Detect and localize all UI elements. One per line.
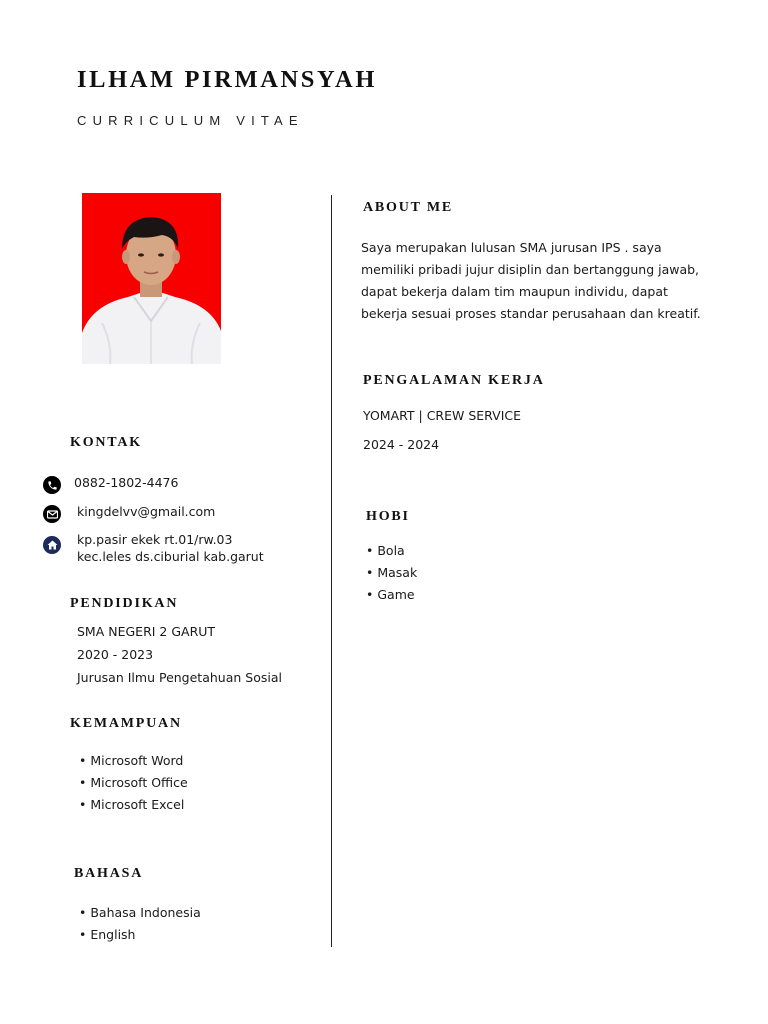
hobbies-list	[366, 543, 417, 609]
skills-list	[79, 753, 188, 819]
pendidikan-heading: PENDIDIKAN	[70, 596, 179, 611]
address-line-2: kec.leles ds.ciburial kab.garut	[77, 549, 264, 564]
list-item: • English	[79, 927, 136, 942]
profile-photo-illustration	[82, 193, 221, 364]
list-item: • Microsoft Office	[79, 775, 188, 790]
list-item: • Microsoft Word	[79, 753, 184, 768]
list-item: • Game	[366, 587, 415, 602]
pengalaman-heading: PENGALAMAN KERJA	[363, 373, 545, 388]
job-title: YOMART | CREW SERVICE	[363, 408, 522, 423]
about-heading: ABOUT ME	[363, 200, 453, 215]
bahasa-heading: BAHASA	[74, 866, 144, 881]
profile-photo	[82, 193, 221, 364]
school-major: Jurusan Ilmu Pengetahuan Sosial	[77, 670, 282, 685]
list-item: • Bahasa Indonesia	[79, 905, 201, 920]
about-line: bekerja sesuai proses standar perusahaan dan kreatif.	[361, 306, 701, 321]
list-item: • Bola	[366, 543, 405, 558]
home-icon	[43, 536, 61, 554]
about-text	[361, 237, 701, 325]
about-line: dapat bekerja dalam tim maupun individu, dapat	[361, 284, 668, 299]
cv-name: ILHAM PIRMANSYAH	[77, 66, 377, 93]
about-line: memiliki pribadi jujur disiplin dan bertanggung jawab,	[361, 262, 700, 277]
phone-number: 0882-1802-4476	[74, 475, 179, 490]
list-item: • Microsoft Excel	[79, 797, 185, 812]
column-divider	[331, 195, 332, 947]
school-name: SMA NEGERI 2 GARUT	[77, 624, 216, 639]
about-line: Saya merupakan lulusan SMA jurusan IPS . saya	[361, 240, 662, 255]
job-years: 2024 - 2024	[363, 437, 440, 452]
kontak-heading: KONTAK	[70, 435, 142, 450]
hobi-heading: HOBI	[366, 509, 410, 524]
email-address: kingdelvv@gmail.com	[77, 504, 216, 519]
email-icon	[43, 505, 61, 523]
languages-list	[79, 905, 201, 949]
school-years: 2020 - 2023	[77, 647, 154, 662]
cv-subtitle: CURRICULUM VITAE	[77, 113, 304, 128]
address-line-1: kp.pasir ekek rt.01/rw.03	[77, 532, 233, 547]
phone-icon	[43, 476, 61, 494]
kemampuan-heading: KEMAMPUAN	[70, 716, 182, 731]
list-item: • Masak	[366, 565, 418, 580]
